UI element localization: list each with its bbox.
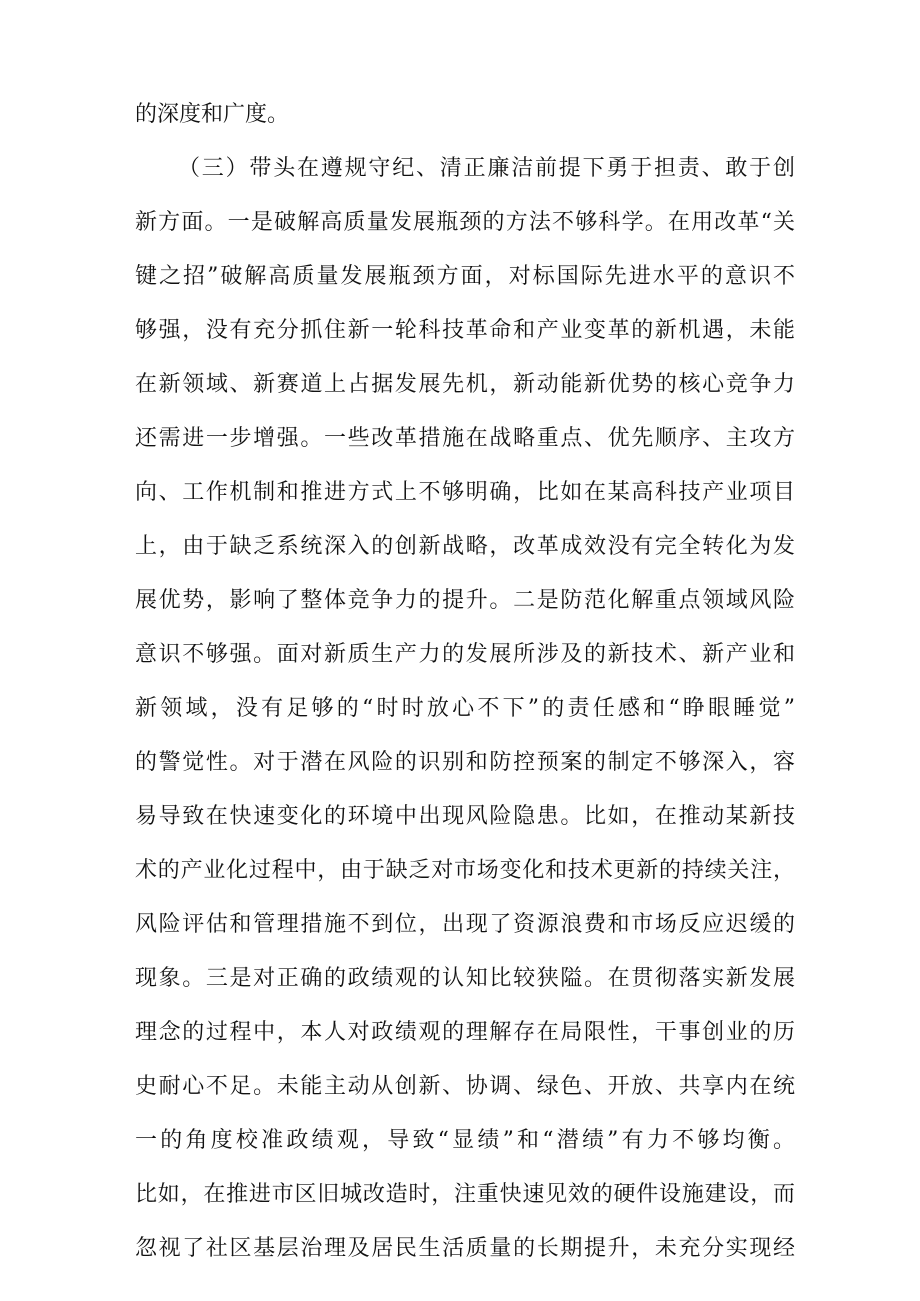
text-line-1: 的深度和广度。 [135, 102, 290, 127]
text-line-10: 展优势，影响了整体竞争力的提升。二是防范化解重点领域风险 [135, 588, 795, 613]
text-line-9: 上，由于缺乏系统深入的创新战略，改革成效没有完全转化为发 [135, 534, 795, 559]
text-line-12: 新领域，没有足够的“时时放心不下”的责任感和“睁眼睡觉” [135, 696, 795, 721]
text-line-3: 新方面。一是破解高质量发展瓶颈的方法不够科学。在用改革“关 [135, 210, 795, 235]
text-line-7: 还需进一步增强。一些改革措施在战略重点、优先顺序、主攻方 [135, 426, 795, 451]
text-line-20: 一的角度校准政绩观，导致“显绩”和“潜绩”有力不够均衡。 [135, 1128, 795, 1153]
text-line-18: 理念的过程中，本人对政绩观的理解存在局限性，干事创业的历 [135, 1020, 795, 1045]
text-line-15: 术的产业化过程中，由于缺乏对市场变化和技术更新的持续关注， [135, 858, 795, 883]
text-line-22: 忽视了社区基层治理及居民生活质量的长期提升，未充分实现经 [135, 1236, 795, 1261]
text-line-16: 风险评估和管理措施不到位，出现了资源浪费和市场反应迟缓的 [135, 912, 795, 937]
text-line-5: 够强，没有充分抓住新一轮科技革命和产业变革的新机遇，未能 [135, 318, 795, 343]
text-line-19: 史耐心不足。未能主动从创新、协调、绿色、开放、共享内在统 [135, 1074, 795, 1099]
text-line-17: 现象。三是对正确的政绩观的认知比较狭隘。在贯彻落实新发展 [135, 966, 795, 991]
text-line-21: 比如，在推进市区旧城改造时，注重快速见效的硬件设施建设，而 [135, 1182, 795, 1207]
text-line-11: 意识不够强。面对新质生产力的发展所涉及的新技术、新产业和 [135, 642, 795, 667]
text-line-2: （三）带头在遵规守纪、清正廉洁前提下勇于担责、敢于创 [178, 156, 795, 181]
text-line-6: 在新领域、新赛道上占据发展先机，新动能新优势的核心竞争力 [135, 372, 795, 397]
text-line-8: 向、工作机制和推进方式上不够明确，比如在某高科技产业项目 [135, 480, 795, 505]
text-line-4: 键之招”破解高质量发展瓶颈方面，对标国际先进水平的意识不 [135, 264, 795, 289]
text-line-13: 的警觉性。对于潜在风险的识别和防控预案的制定不够深入，容 [135, 750, 795, 775]
text-line-14: 易导致在快速变化的环境中出现风险隐患。比如，在推动某新技 [135, 804, 795, 829]
